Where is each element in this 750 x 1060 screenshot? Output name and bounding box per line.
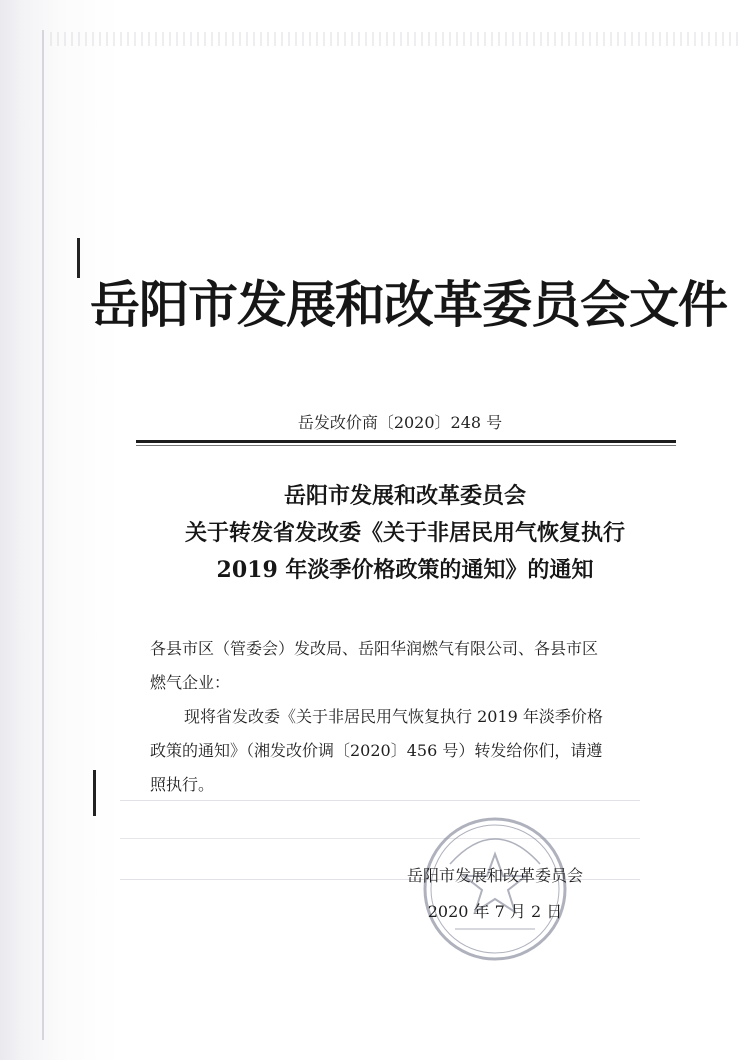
document-header-title: 岳阳市发展和改革委员会文件: [90, 275, 727, 334]
subject-line: 岳阳市发展和改革委员会: [283, 483, 526, 509]
header-rule: [136, 440, 676, 443]
body-line: 政策的通知》（湘发改价调〔2020〕456 号）转发给你们，请遵: [150, 741, 603, 760]
subject-line: 关于转发省发改委《关于非居民用气恢复执行: [184, 520, 625, 546]
margin-mark: [93, 770, 96, 816]
body-line: 各县市区（管委会）发改局、岳阳华润燃气有限公司、各县市区: [150, 639, 599, 658]
signature-block: [360, 858, 630, 930]
margin-mark: [77, 238, 80, 278]
body-line: 照执行。: [150, 775, 215, 794]
scan-noise: [50, 32, 740, 46]
document-body: [150, 632, 680, 802]
document-number: 岳发改价商〔2020〕248 号: [297, 413, 503, 432]
signature-date: 2020 年 7 月 2 日: [427, 902, 563, 921]
scan-edge: [42, 30, 44, 1040]
body-line: 现将省发改委《关于非居民用气恢复执行 2019 年淡季价格: [184, 707, 603, 726]
body-line: 燃气企业：: [150, 673, 231, 692]
signature-organization: 岳阳市发展和改革委员会: [406, 866, 583, 885]
header-rule-shadow: [136, 445, 676, 446]
subject-line: 2019 年淡季价格政策的通知》的通知: [216, 557, 594, 583]
document-subject: [110, 478, 700, 589]
